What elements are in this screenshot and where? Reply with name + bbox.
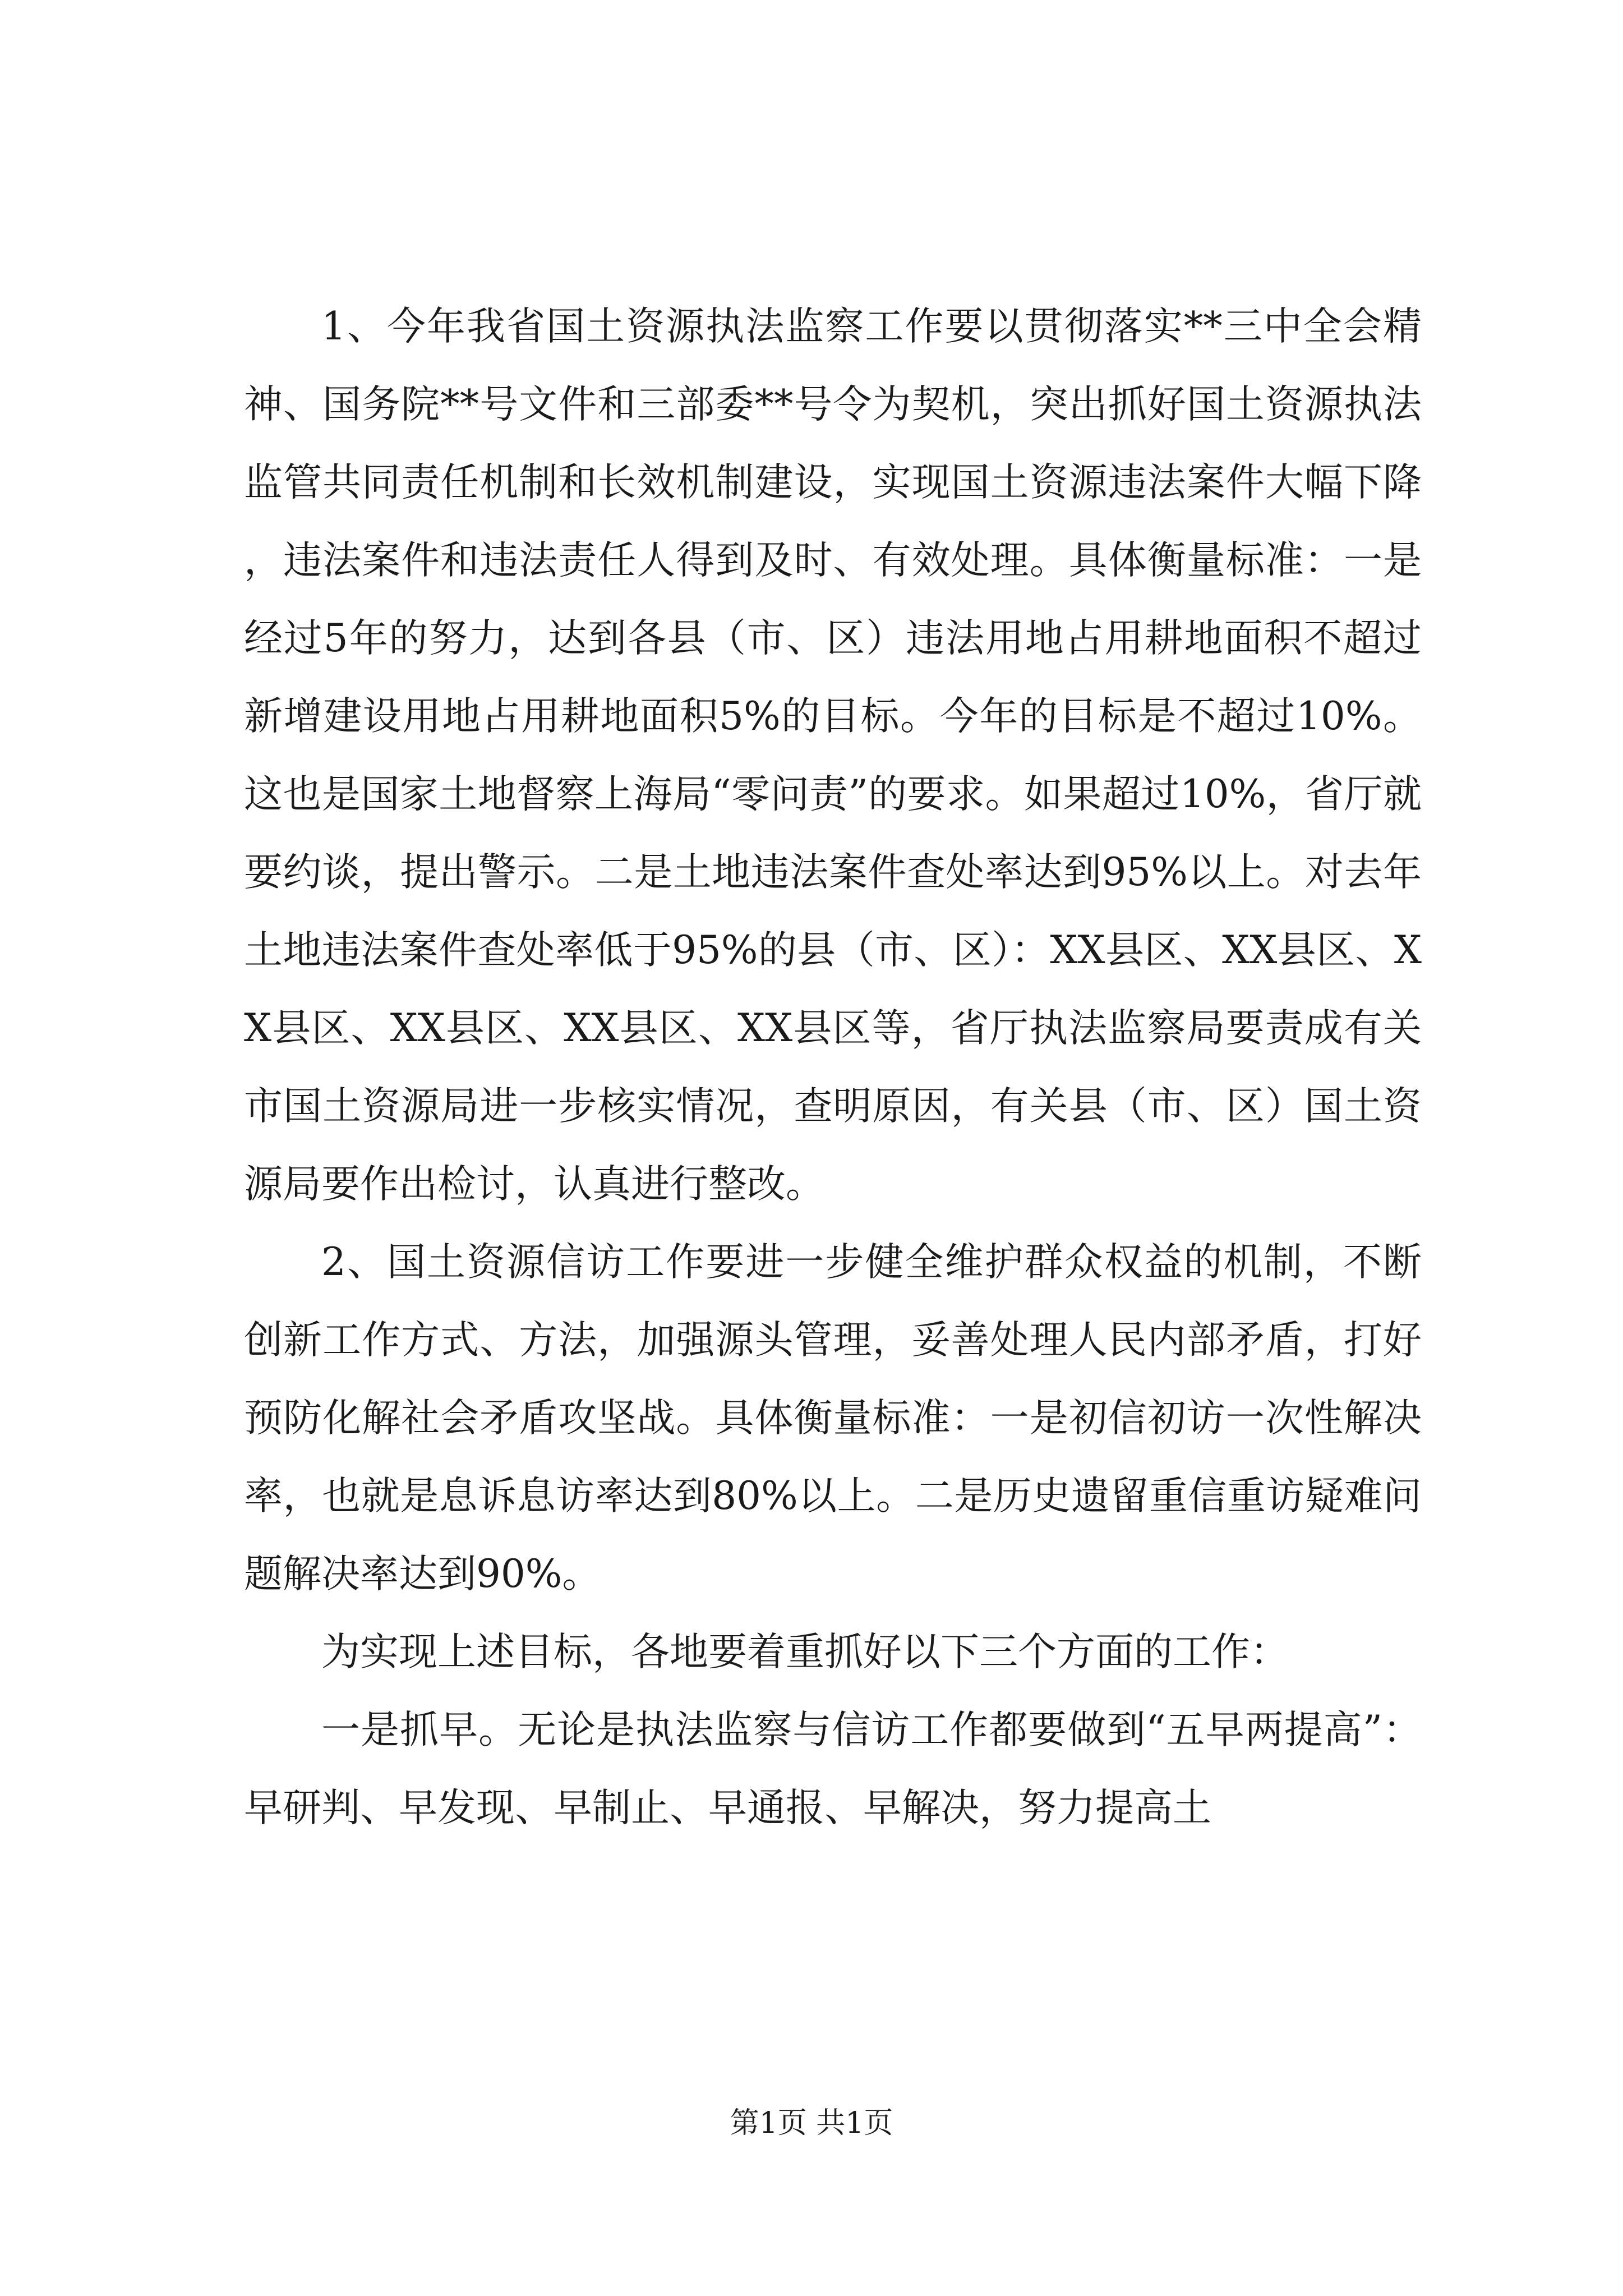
paragraph-3: 为实现上述目标，各地要着重抓好以下三个方面的工作： (321, 1630, 1289, 1674)
paragraph-1: 1、今年我省国土资源执法监察工作要以贯彻落实**三中全会精神、国务院**号文件和三部委**号令为契机，突出抓好国土资源执法监管共同责任机制和长效机制建设，实现国土资源违法案件大幅下降，违法案件和违法责任人得到及时、有效处理。具体衡量标准：一是经过5年的努力，达到各县（市、区）违法用地占用耕地面积不超过新增建设用地占用耕地面积5%的目标。今年的目标是不超过10%。这也是国家土地督察上海局“零问责”的要求。如果超过10%，省厅就要约谈，提出警示。二是土地违法案件查处率达到95%以上。对去年土地违法案件查处率低于95%的县（市、区）：XX县区、XX县区、XX县区、XX县区、XX县区、XX县区等，省厅执法监察局要责成有关市国土资源局进一步核实情况，查明原因，有关县（市、区）国土资源局要作出检讨，认真进行整改。 (244, 304, 1422, 1207)
paragraph-2: 2、国土资源信访工作要进一步健全维护群众权益的机制，不断创新工作方式、方法，加强源头管理，妥善处理人民内部矛盾，打好预防化解社会矛盾攻坚战。具体衡量标准：一是初信初访一次性解决率，也就是息诉息访率达到80%以上。二是历史遗留重信重访疑难问题解决率达到90%。 (244, 1240, 1422, 1596)
paragraph-4: 一是抓早。无论是执法监察与信访工作都要做到“五早两提高”：早研判、早发现、早制止、早通报、早解决，努力提高土 (244, 1708, 1422, 1830)
document-body (244, 288, 1422, 1847)
page-footer: 第1页 共1页 (730, 2106, 893, 2140)
